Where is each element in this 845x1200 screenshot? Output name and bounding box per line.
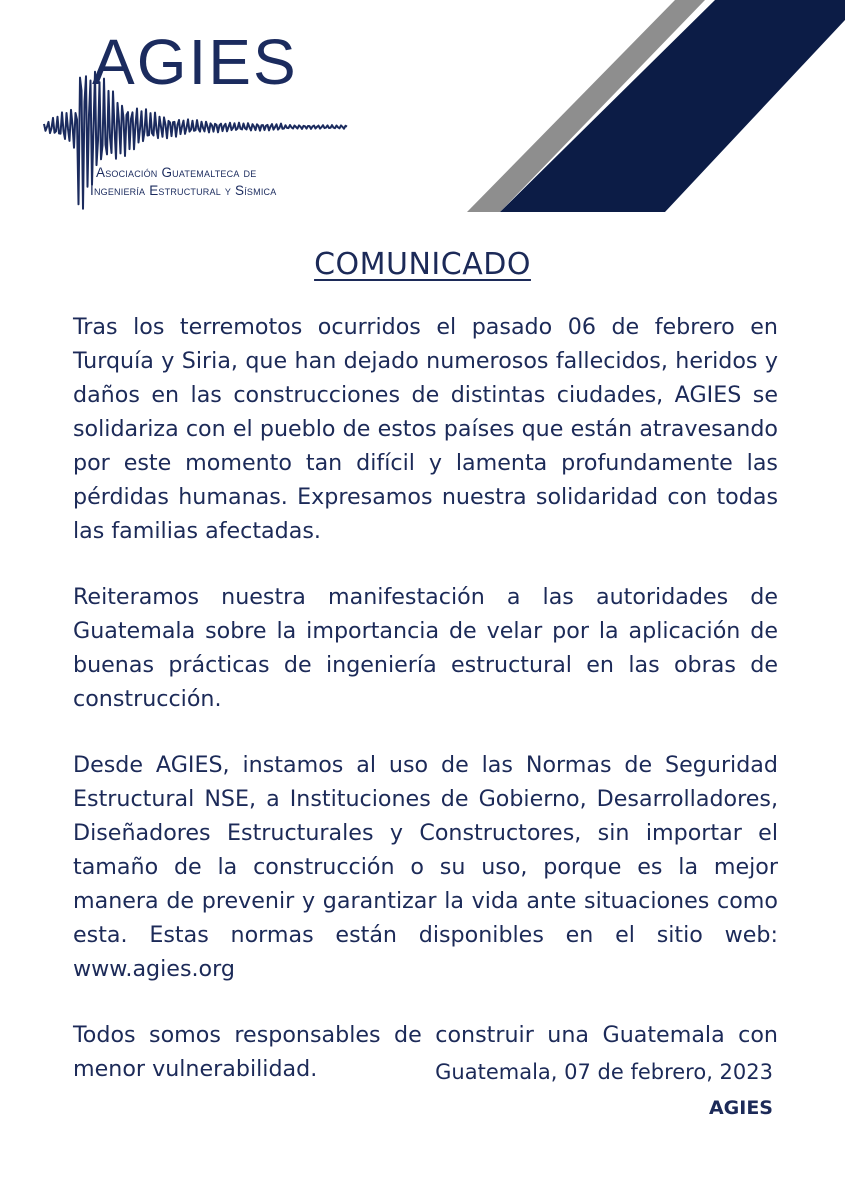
logo-acronym: AGIES — [92, 26, 298, 98]
place-date: Guatemala, 07 de febrero, 2023 — [435, 1060, 773, 1084]
paragraph: Tras los terremotos ocurridos el pasado 06 de febrero en Turquía y Siria, que han dejado numerosos fallecidos, heridos y daños en las construcciones de distintas ciudades, AGIES se solidariza con el pueblo de estos países que están atravesando por este momento tan difícil y lamenta profundamente las pérdidas humanas. Expresamos nuestra solidaridad con todas las familias afectadas. — [73, 314, 778, 544]
agies-logo — [40, 22, 360, 217]
logo-subtitle-line2: Ingeniería Estructural y Sísmica — [90, 183, 277, 198]
signature-block — [435, 1054, 773, 1126]
document-title — [0, 247, 845, 282]
paragraph: Reiteramos nuestra manifestación a las autoridades de Guatemala sobre la importancia de velar por la aplicación de buenas prácticas de ingeniería estructural en las obras de construcción. — [73, 584, 778, 712]
decorative-stripes — [465, 0, 845, 215]
paragraph: Desde AGIES, instamos al uso de las Normas de Seguridad Estructural NSE, a Instituciones de Gobierno, Desarrolladores, Diseñadores Estructurales y Constructores, sin importar el tamaño de la construcción o su uso, porque es la mejor manera de prevenir y garantizar la vida ante situaciones como esta. Estas normas están disponibles en el sitio web: www.agies.org — [73, 752, 778, 982]
signature-org: AGIES — [708, 1097, 773, 1119]
document-title-text: COMUNICADO — [314, 247, 531, 282]
logo-subtitle-line1: Asociación Guatemalteca de — [96, 165, 257, 180]
paragraph: Todos somos responsables de construir una Guatemala con menor vulnerabilidad. — [73, 1022, 778, 1082]
document-body — [73, 310, 778, 1118]
